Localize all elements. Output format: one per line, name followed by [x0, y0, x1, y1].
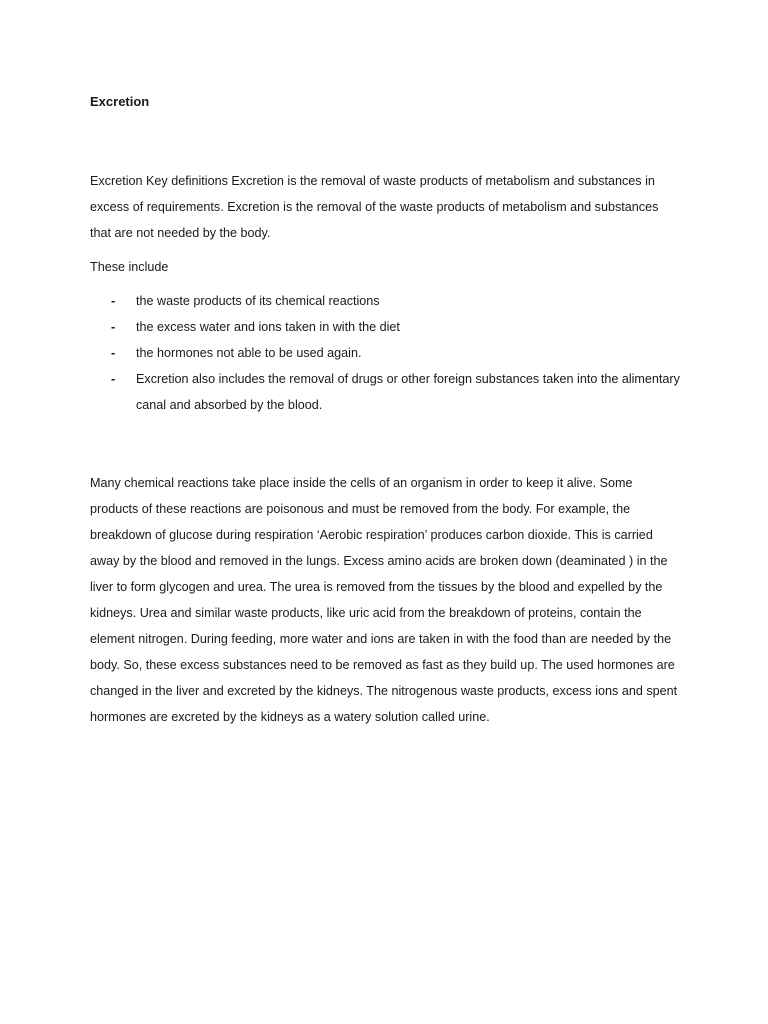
list-item [90, 366, 680, 418]
bullet-marker: - [111, 372, 116, 386]
bullet-marker: - [111, 294, 116, 308]
document-content [90, 92, 680, 730]
bullet-marker: - [111, 346, 116, 360]
list-item-text: the hormones not able to be used again. [136, 346, 362, 360]
intro-paragraph: Excretion Key definitions Excretion is the removal of waste products of metabolism and substances in excess of requirements. Excretion is the removal of the waste products of metabolism and substances that are not needed by the body. [90, 174, 659, 240]
list-item [90, 288, 680, 314]
list-item-text: Excretion also includes the removal of drugs or other foreign substances taken into the alimentary canal and absorbed by the blood. [136, 372, 680, 412]
body-paragraph: Many chemical reactions take place inside the cells of an organism in order to keep it alive. Some products of these reactions are poisonous and must be removed from the body. For example, the breakdown of glucose during respiration ‘Aerobic respiration’ produces carbon dioxide. This is carried away by the blood and removed in the lungs. Excess amino acids are broken down (deaminated ) in the liver to form glycogen and urea. The urea is removed from the tissues by the blood and expelled by the kidneys. Urea and similar waste products, like uric acid from the breakdown of proteins, contain the element nitrogen. During feeding, more water and ions are taken in with the food than are needed by the body. So, these excess substances need to be removed as fast as they build up. The used hormones are changed in the liver and excreted by the kidneys. The nitrogenous waste products, excess ions and spent hormones are excreted by the kidneys as a watery solution called urine. [90, 476, 678, 724]
lead-paragraph: These include [90, 260, 169, 274]
list-item [90, 340, 680, 366]
document-title: Excretion [90, 94, 150, 109]
list-item-text: the waste products of its chemical reactions [136, 294, 380, 308]
list-item [90, 314, 680, 340]
bullet-marker: - [111, 320, 116, 334]
bullet-list [90, 288, 680, 418]
list-item-text: the excess water and ions taken in with the diet [136, 320, 400, 334]
